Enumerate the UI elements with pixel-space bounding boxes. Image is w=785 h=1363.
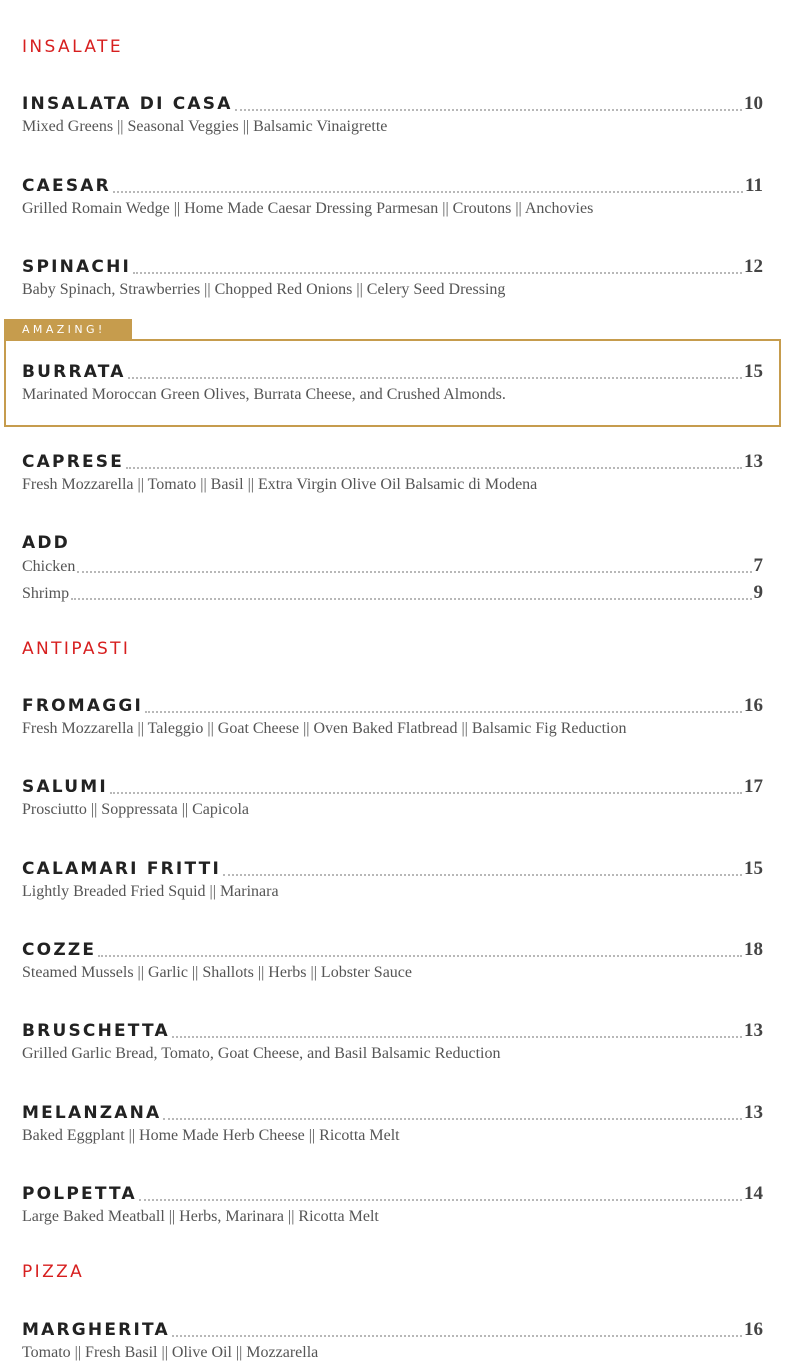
dot-leader [126, 466, 742, 469]
item-price: 11 [745, 175, 763, 196]
item-description: Mixed Greens || Seasonal Veggies || Balsamic Vinaigrette [22, 118, 388, 135]
addon-name: Shrimp [22, 585, 70, 602]
section-title-antipasti: ANTIPASTI [22, 639, 131, 659]
dot-leader [163, 1117, 742, 1120]
item-name: CAESAR [22, 176, 111, 196]
addon-name: Chicken [22, 558, 76, 575]
menu-item-spinachi [22, 253, 763, 300]
item-price: 17 [744, 776, 763, 797]
item-price: 13 [744, 1020, 763, 1041]
dot-leader [113, 190, 743, 193]
item-description: Fresh Mozzarella || Taleggio || Goat Cheese || Oven Baked Flatbread || Balsamic Fig Reduction [22, 720, 627, 737]
item-name: BRUSCHETTA [22, 1021, 170, 1041]
item-description: Baked Eggplant || Home Made Herb Cheese || Ricotta Melt [22, 1127, 400, 1144]
dot-leader [110, 791, 742, 794]
menu-item-margherita [22, 1316, 763, 1363]
dot-leader [133, 271, 742, 274]
item-description: Steamed Mussels || Garlic || Shallots || Herbs || Lobster Sauce [22, 964, 412, 981]
item-name: MELANZANA [22, 1103, 162, 1123]
addon-price: 9 [753, 582, 763, 603]
menu-item-caprese [22, 448, 763, 495]
dot-leader [235, 108, 742, 111]
dot-leader [172, 1334, 742, 1337]
item-price: 14 [744, 1183, 763, 1204]
menu-item-calamari-fritti [22, 855, 763, 902]
item-description: Grilled Romain Wedge || Home Made Caesar Dressing Parmesan || Croutons || Anchovies [22, 200, 594, 217]
item-description: Lightly Breaded Fried Squid || Marinara [22, 883, 279, 900]
item-description: Fresh Mozzarella || Tomato || Basil || Extra Virgin Olive Oil Balsamic di Modena [22, 476, 538, 493]
item-name: CALAMARI FRITTI [22, 859, 221, 879]
item-description: Marinated Moroccan Green Olives, Burrata Cheese, and Crushed Almonds. [22, 386, 506, 403]
addon-shrimp [22, 581, 763, 603]
item-description: Prosciutto || Soppressata || Capicola [22, 801, 249, 818]
item-description: Grilled Garlic Bread, Tomato, Goat Cheese, and Basil Balsamic Reduction [22, 1045, 501, 1062]
item-price: 15 [744, 361, 763, 382]
dot-leader [71, 597, 751, 600]
item-price: 10 [744, 93, 763, 114]
menu-item-melanzana [22, 1099, 763, 1146]
menu-item-salumi [22, 773, 763, 820]
dot-leader [172, 1035, 742, 1038]
item-name: POLPETTA [22, 1184, 137, 1204]
dot-leader [98, 954, 742, 957]
featured-badge: AMAZING! [4, 319, 132, 340]
menu-item-insalata-di-casa [22, 90, 763, 137]
addon-price: 7 [753, 555, 763, 576]
menu-item-add [22, 529, 763, 553]
dot-leader [77, 570, 751, 573]
item-name: CAPRESE [22, 452, 125, 472]
item-name: ADD [22, 533, 70, 553]
menu-item-bruschetta [22, 1017, 763, 1064]
dot-leader [139, 1198, 742, 1201]
item-price: 16 [744, 1319, 763, 1340]
item-name: SALUMI [22, 777, 108, 797]
item-price: 16 [744, 695, 763, 716]
item-price: 15 [744, 858, 763, 879]
item-name: INSALATA DI CASA [22, 94, 233, 114]
item-name: MARGHERITA [22, 1320, 170, 1340]
item-price: 13 [744, 1102, 763, 1123]
dot-leader [223, 873, 742, 876]
item-price: 13 [744, 451, 763, 472]
section-title-pizza: PIZZA [22, 1262, 85, 1282]
item-name: BURRATA [22, 362, 126, 382]
dot-leader [145, 710, 742, 713]
section-title-insalate: INSALATE [22, 37, 123, 57]
item-description: Large Baked Meatball || Herbs, Marinara || Ricotta Melt [22, 1208, 379, 1225]
dot-leader [128, 376, 742, 379]
item-name: SPINACHI [22, 257, 132, 277]
menu-item-cozze [22, 936, 763, 983]
addon-chicken [22, 554, 763, 576]
menu-item-burrata [22, 358, 763, 405]
item-name: FROMAGGI [22, 696, 144, 716]
menu-item-fromaggi [22, 692, 763, 739]
item-description: Baby Spinach, Strawberries || Chopped Red Onions || Celery Seed Dressing [22, 281, 506, 298]
item-name: COZZE [22, 940, 97, 960]
menu-item-polpetta [22, 1180, 763, 1227]
item-description: Tomato || Fresh Basil || Olive Oil || Mozzarella [22, 1344, 319, 1361]
item-price: 12 [744, 256, 763, 277]
menu-item-caesar [22, 172, 763, 219]
item-price: 18 [744, 939, 763, 960]
